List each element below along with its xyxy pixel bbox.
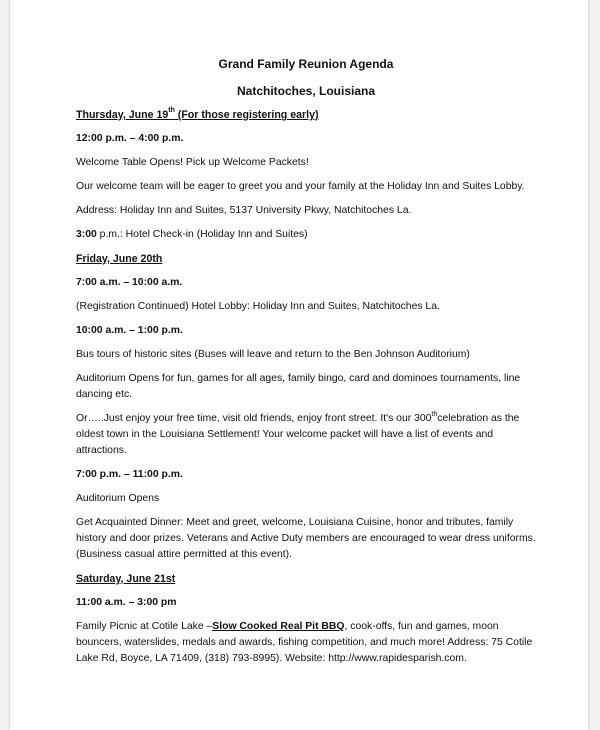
agenda-title: Grand Family Reunion Agenda (218, 57, 394, 71)
agenda-text: Auditorium Opens for fun, games for all ages, family bingo, card and dominoes tournaments, line dancing etc. (76, 373, 521, 400)
day-heading-saturday: Saturday, June 21st (76, 573, 176, 585)
agenda-text: Family Picnic at Cotile Lake –Slow Cooked Real Pit BBQ, cook-offs, fun and games, moon bouncers, waterslides, medals and awards, fishing competition, and much more! Address: 75 Cotile Lake Rd, Boyce, LA 71409, (318) 793-8995). Website: http://www.rapidesparish.com. (76, 621, 533, 664)
agenda-location: Natchitoches, Louisiana (236, 84, 376, 98)
time-slot: 7:00 p.m. – 11:00 p.m. (76, 469, 183, 480)
time-slot: 7:00 a.m. – 10:00 a.m. (76, 277, 183, 288)
agenda-text: (Registration Continued) Hotel Lobby: Holiday Inn and Suites, Natchitoches La. (76, 301, 440, 312)
agenda-text: Welcome Table Opens! Pick up Welcome Packets! (76, 157, 309, 168)
agenda-text: Our welcome team will be eager to greet you and your family at the Holiday Inn and Suites Lobby. (76, 181, 525, 192)
day-heading-thursday: Thursday, June 19th (For those registering early) (76, 107, 319, 121)
agenda-body (76, 56, 536, 675)
agenda-text: Auditorium Opens (76, 493, 160, 504)
bbq-highlight: Slow Cooked Real Pit BBQ (212, 621, 345, 632)
time-slot: 12:00 p.m. – 4:00 p.m. (76, 133, 184, 144)
agenda-text: Or…..Just enjoy your free time, visit old friends, enjoy front street. It's our 300thcelebration as the oldest town in the Louisiana Settlement! Your welcome packet will have a list of events and attractions. (76, 410, 520, 456)
time-slot: 11:00 a.m. – 3:00 pm (76, 597, 177, 608)
agenda-text: Bus tours of historic sites (Buses will leave and return to the Ben Johnson Auditorium) (76, 349, 470, 360)
document-page (10, 0, 588, 730)
agenda-text: Get Acquainted Dinner: Meet and greet, welcome, Louisiana Cuisine, honor and tributes, family history and door prizes. Veterans and Active Duty members are encouraged to wear dress uniforms. (Business casual attire permitted at this event). (76, 517, 536, 560)
agenda-text: 3:00 p.m.: Hotel Check-in (Holiday Inn and Suites) (76, 229, 308, 240)
time-slot: 10:00 a.m. – 1:00 p.m. (76, 325, 183, 336)
agenda-text: Address: Holiday Inn and Suites, 5137 University Pkwy, Natchitoches La. (76, 205, 412, 216)
day-heading-friday: Friday, June 20th (76, 253, 163, 265)
